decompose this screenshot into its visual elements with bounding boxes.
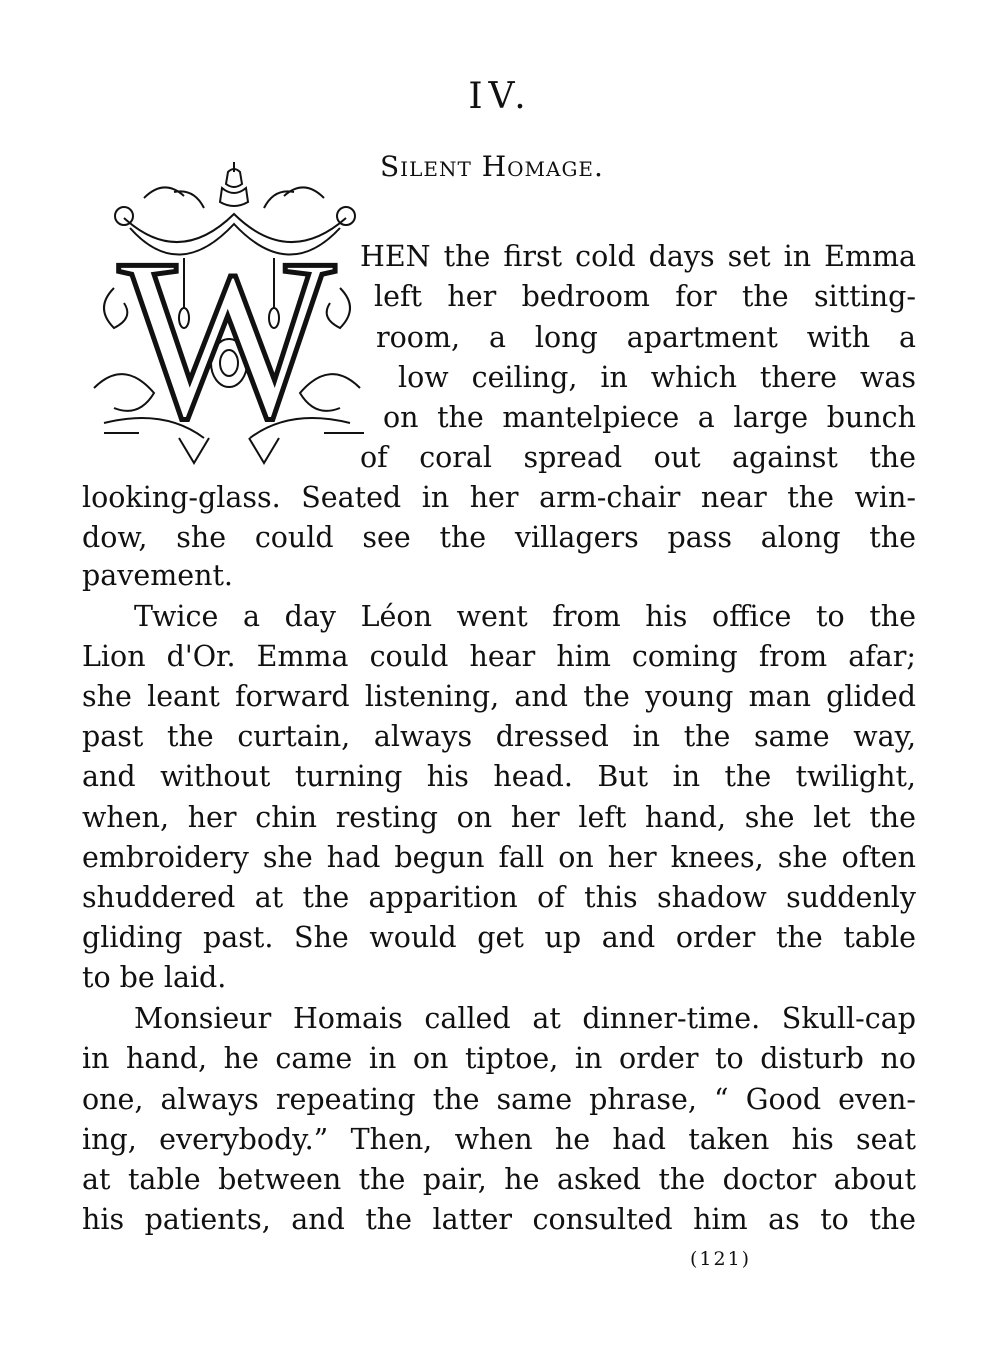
- text-line: HEN the first cold days set in Emma: [360, 240, 916, 273]
- text-line: ing, everybody.” Then, when he had taken his seat: [82, 1123, 916, 1156]
- text-line: and without turning his head. But in the twilight,: [82, 760, 916, 793]
- text-line: pavement.: [82, 559, 233, 592]
- text-line: she leant forward listening, and the young man glided: [82, 680, 916, 713]
- text-line: low ceiling, in which there was: [398, 361, 916, 394]
- chapter-title: Silent Homage.: [380, 150, 604, 183]
- text-line: when, her chin resting on her left hand, she let the: [82, 801, 916, 834]
- text-line: to be laid.: [82, 961, 227, 994]
- text-line: of coral spread out against the: [360, 441, 916, 474]
- text-line: shuddered at the apparition of this shadow suddenly: [82, 881, 916, 914]
- text-line: Lion d'Or. Emma could hear him coming from afar;: [82, 640, 916, 673]
- text-line: embroidery she had begun fall on her knees, she often: [82, 841, 916, 874]
- initial-letter: W: [118, 211, 336, 466]
- chapter-number: IV.: [468, 76, 532, 117]
- text-line: past the curtain, always dressed in the same way,: [82, 720, 916, 753]
- text-line: on the mantelpiece a large bunch: [383, 401, 916, 434]
- decorated-initial-w: [84, 158, 370, 470]
- text-line: gliding past. She would get up and order the table: [82, 921, 916, 954]
- text-line: Monsieur Homais called at dinner-time. Skull-cap: [134, 1002, 916, 1035]
- page-number: (121): [690, 1248, 752, 1270]
- text-line: his patients, and the latter consulted him as to the: [82, 1203, 916, 1236]
- text-line: room, a long apartment with a: [376, 321, 916, 354]
- text-line: left her bedroom for the sitting-: [374, 280, 916, 313]
- text-line: in hand, he came in on tiptoe, in order to disturb no: [82, 1042, 916, 1075]
- text-line: dow, she could see the villagers pass along the: [82, 521, 916, 554]
- text-line: Twice a day Léon went from his office to the: [134, 600, 916, 633]
- text-line: looking-glass. Seated in her arm-chair near the win-: [82, 481, 916, 514]
- text-line: at table between the pair, he asked the doctor about: [82, 1163, 916, 1196]
- text-line: one, always repeating the same phrase, “ Good even-: [82, 1083, 916, 1116]
